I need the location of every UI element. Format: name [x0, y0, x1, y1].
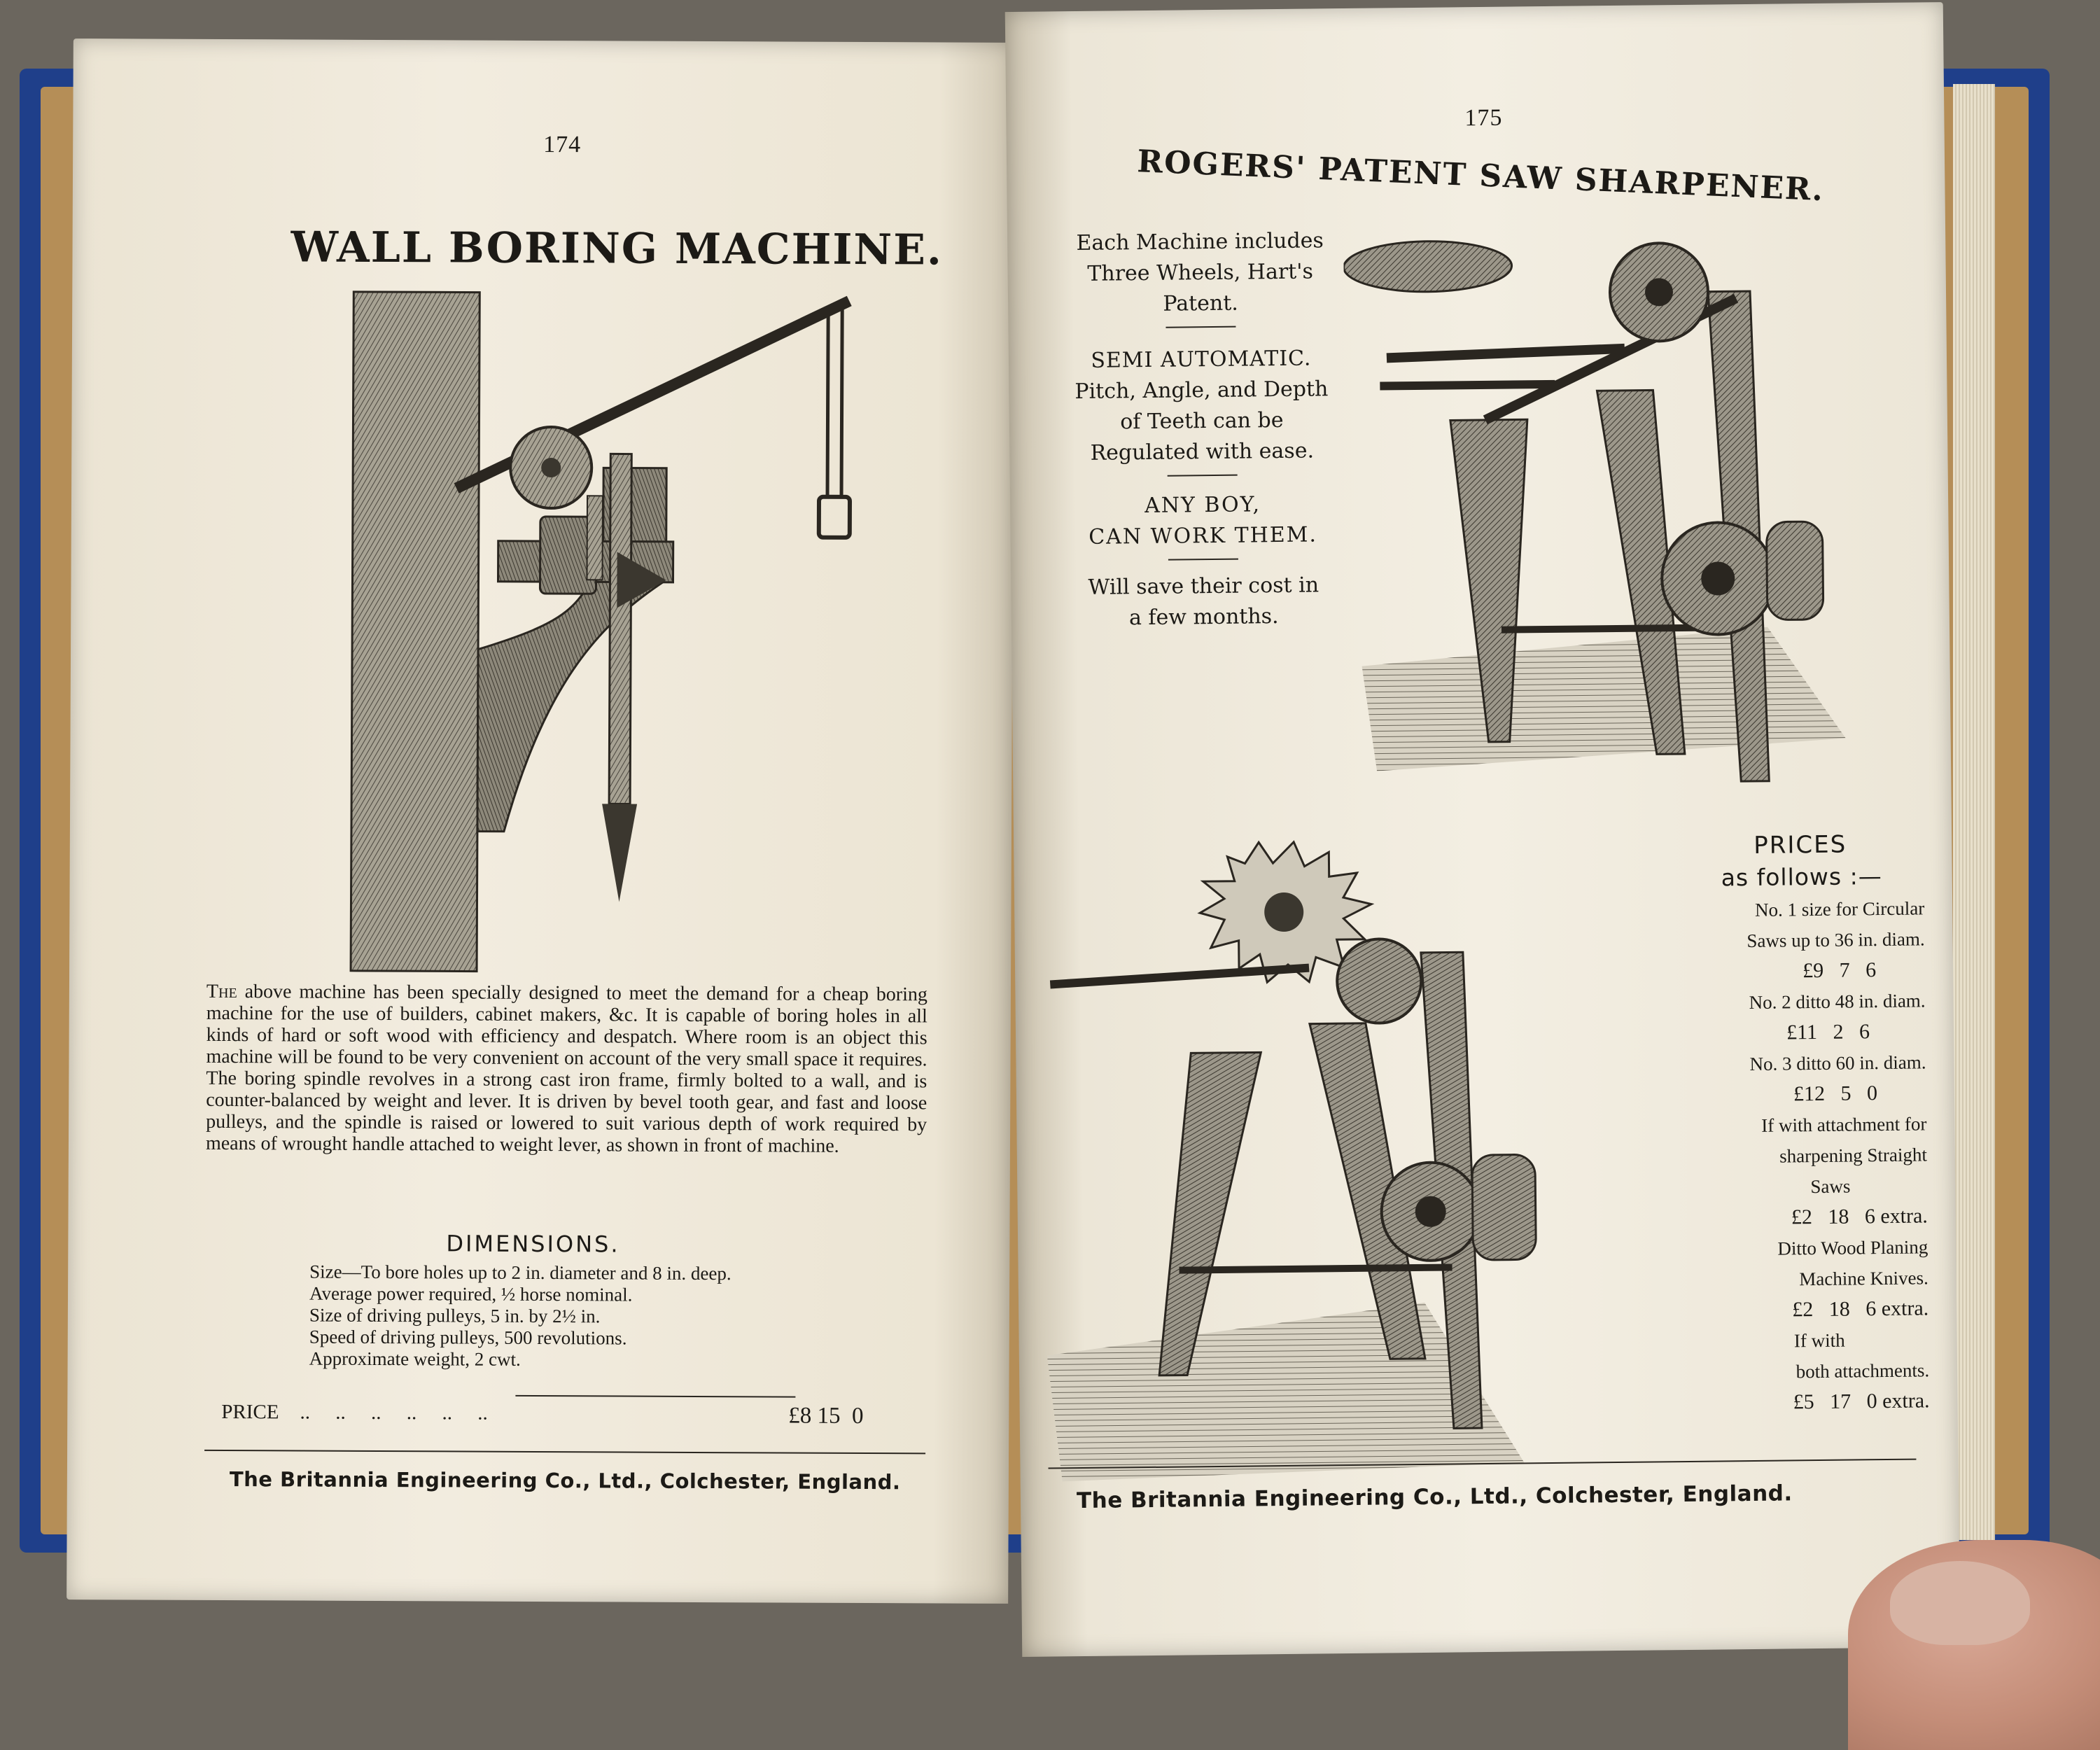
feature-line: a few months.: [1128, 604, 1279, 631]
wall-boring-machine-illustration: [272, 284, 877, 980]
price-text: sharpening Straight: [1779, 1144, 1928, 1167]
semi-automatic-heading: SEMI AUTOMATIC.: [1091, 346, 1312, 373]
prices-subheading: as follows :—: [1721, 862, 1882, 892]
prices-column: [1567, 828, 1930, 1420]
price-label: PRICE: [221, 1401, 279, 1424]
price-amount: £11 2 6: [1786, 1020, 1870, 1044]
description-text: above machine has been specially designed to meet the demand for a cheap boring machine for the use of builders, cabinet makers, &c. It is capable of boring holes in all kinds of hard or soft wood with efficiency and despatch. Where room is an object this machine will be found to be very convenient on account of the very small space it requires. The boring spindle revolves in a strong cast iron frame, firmly bolted to a wall, and is counter-balanced by weight and lever. It is driven by bevel tooth gear, and fast and loose pulleys, and the spindle is raised or lowered to suit various depth of work required by means of wrought handle attached to weight lever, as shown in front of machine.: [205, 981, 927, 1157]
saw-sharpener-top-illustration: [1343, 206, 1854, 813]
price-text: No. 3 ditto 60 in. diam.: [1749, 1051, 1926, 1075]
dimensions-heading: DIMENSIONS.: [446, 1230, 620, 1258]
feature-line: Will save their cost in: [1088, 573, 1320, 600]
saw-sharpener-bottom-illustration: [1028, 811, 1553, 1496]
divider: [1166, 326, 1236, 328]
price-text: If with attachment for: [1761, 1113, 1927, 1136]
left-page-number: 174: [543, 132, 582, 158]
price-text: No. 1 size for Circular: [1754, 897, 1925, 920]
description-first-word: The: [206, 980, 237, 1003]
right-footer: The Britannia Engineering Co., Ltd., Colchester, England.: [1076, 1480, 1793, 1514]
price-text: Saws up to 36 in. diam.: [1746, 928, 1925, 952]
price-amount: £5 17 0 extra.: [1793, 1389, 1930, 1414]
divider: [1168, 475, 1238, 477]
feature-line: Pitch, Angle, and Depth: [1074, 377, 1329, 405]
dimension-item: Average power required, ½ horse nominal.: [309, 1282, 633, 1306]
feature-line: Each Machine includes: [1076, 228, 1324, 256]
footer-rule: [204, 1450, 925, 1454]
dimension-item: Size of driving pulleys, 5 in. by 2½ in.: [309, 1304, 601, 1327]
prices-heading: PRICES: [1754, 830, 1847, 860]
right-page-number: 175: [1464, 104, 1503, 132]
price-line: [221, 1401, 488, 1425]
price-amount: £12 5 0: [1793, 1082, 1878, 1106]
feature-line: Patent.: [1163, 290, 1239, 316]
thumbnail: [1890, 1561, 2030, 1645]
price-amount: £2 18 6 extra.: [1791, 1204, 1928, 1229]
features-column: [1070, 225, 1334, 634]
feature-line: of Teeth can be: [1120, 407, 1284, 435]
dimensions-list: [309, 1261, 732, 1372]
divider: [1168, 559, 1238, 561]
price-text: Machine Knives.: [1799, 1267, 1928, 1290]
left-description: [206, 981, 927, 1157]
right-page-title: ROGERS' PATENT SAW SHARPENER.: [1136, 144, 1825, 209]
left-page-title: WALL BORING MACHINE.: [290, 223, 944, 275]
dimension-item: Speed of driving pulleys, 500 revolutions.: [309, 1326, 627, 1349]
price-text: Saws: [1810, 1175, 1851, 1198]
price-amount: £9 7 6: [1802, 958, 1877, 983]
feature-line: ANY BOY,: [1144, 492, 1261, 519]
right-page: [1005, 2, 1961, 1657]
feature-line: CAN WORK THEM.: [1088, 522, 1318, 550]
price-text: No. 2 ditto 48 in. diam.: [1749, 990, 1926, 1014]
feature-line: Three Wheels, Hart's: [1087, 259, 1314, 286]
price-leaders: .. .. .. .. .. ..: [300, 1401, 488, 1424]
page-edges: [1953, 84, 1995, 1540]
left-page: [66, 38, 1015, 1604]
price-amount: £2 18 6 extra.: [1792, 1296, 1929, 1322]
price-value: £8 15 0: [788, 1403, 864, 1429]
dimension-item: Size—To bore holes up to 2 in. diameter and 8 in. deep.: [309, 1261, 732, 1284]
price-rule: [515, 1395, 795, 1398]
feature-line: Regulated with ease.: [1090, 438, 1315, 465]
left-footer: The Britannia Engineering Co., Ltd., Colchester, England.: [229, 1467, 901, 1494]
dimension-item: Approximate weight, 2 cwt.: [309, 1348, 521, 1370]
price-text: both attachments.: [1795, 1359, 1930, 1382]
price-text: If with: [1793, 1329, 1845, 1352]
price-text: Ditto Wood Planing: [1777, 1236, 1928, 1259]
